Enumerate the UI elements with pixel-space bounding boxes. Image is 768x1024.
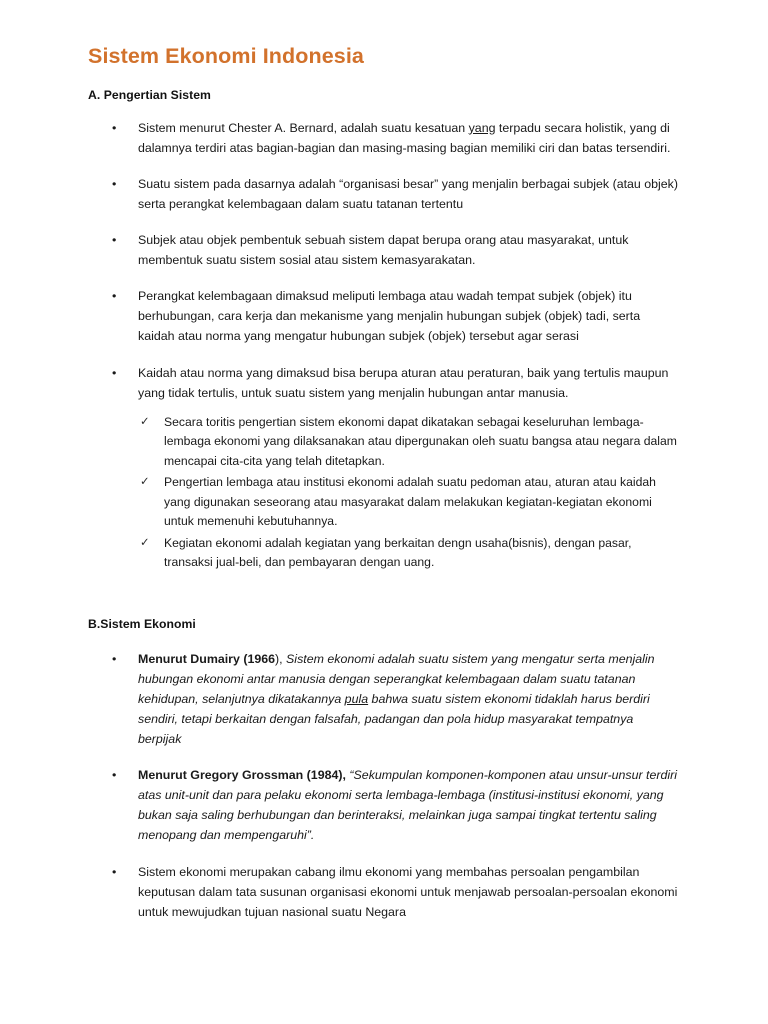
list-item <box>126 473 680 532</box>
checkmark-icon: ✓ <box>140 475 150 489</box>
list-item <box>88 174 680 214</box>
list-item <box>88 363 680 403</box>
list-item-text <box>138 289 640 343</box>
text-run: Kegiatan ekonomi adalah kegiatan yang berkaitan dengn usaha(bisnis), dengan pasar, transaksi jual-beli, dan pembayaran dengan uang. <box>164 535 632 570</box>
text-run: Pengertian lembaga atau institusi ekonomi adalah suatu pedoman atau, aturan atau kaidah yang digunakan seseorang atau masyarakat dalam melakukan kegiatan-kegiatan ekonomi untuk memenuhi kebutuhannya. <box>164 475 656 529</box>
list-item-text <box>138 233 628 267</box>
check-list-a <box>126 413 680 573</box>
page-title: Sistem Ekonomi Indonesia <box>88 44 364 68</box>
list-item-text <box>164 475 656 528</box>
list-item-text <box>164 536 632 570</box>
list-item <box>88 118 680 158</box>
text-run: Sistem ekonomi adalah suatu sistem yang mengatur serta menjalin hubungan ekonomi antar manusia dengan seperangkat kelembagaan dalam suatu tatanan kehidupan, selanjutnya dikatakannya <box>138 651 655 706</box>
list-item-text <box>138 652 655 746</box>
bullet-marker-icon: • <box>112 289 117 304</box>
bullet-marker-icon: • <box>112 365 117 380</box>
bullet-marker-icon: • <box>112 233 117 248</box>
text-run: Suatu sistem pada dasarnya adalah “organisasi besar” yang menjalin berbagai subjek (atau objek) serta perangkat kelembagaan dalam suatu tatanan tertentu <box>138 176 679 211</box>
text-run: “Sekumpulan komponen-komponen atau unsur-unsur terdiri atas unit-unit dan para pelaku ekonomi serta lembaga-lembaga (institusi-institusi ekonomi, yang bukan saja saling berhubungan dan berinteraksi, melainkan juga sampai tingkat tertentu saling menopang dan mempengaruhi”. <box>138 768 678 843</box>
text-run: terpadu secara holistik, yang di dalamnya terdiri atas bagian-bagian dan masing-masing bagian memiliki ciri dan batas tersendiri. <box>138 120 671 155</box>
bullet-marker-icon: • <box>112 768 117 783</box>
list-item <box>88 649 680 749</box>
list-item-text <box>138 768 677 842</box>
bullet-list-a <box>88 118 680 403</box>
text-run: Sistem ekonomi merupakan cabang ilmu ekonomi yang membahas persoalan pengambilan keputusan dalam tata susunan organisasi ekonomi untuk menjawab persoalan-persoalan ekonomi untuk mewujudkan tujuan nasional suatu Negara <box>138 864 678 919</box>
bullet-marker-icon: • <box>112 176 117 191</box>
bullet-marker-icon: • <box>112 864 117 879</box>
text-run: Secara toritis pengertian sistem ekonomi dapat dikatakan sebagai keseluruhan lembaga-lembaga ekonomi yang dilaksanakan atau dipergunakan oleh suatu bangsa atau negara dalam mencapai cita-cita yang telah ditetapkan. <box>164 414 677 468</box>
section-heading-b: B.Sistem Ekonomi <box>88 616 196 631</box>
list-item <box>88 765 680 845</box>
text-run: ), <box>275 651 287 666</box>
list-item-text <box>138 177 678 211</box>
list-item-text <box>138 366 668 400</box>
list-item <box>88 230 680 270</box>
list-item <box>126 534 680 573</box>
text-run: Perangkat kelembagaan dimaksud meliputi lembaga atau wadah tempat subjek (objek) itu berhubungan, cara kerja dan mekanisme yang menjalin hubungan subjek (objek) tadi, serta kaidah atau norma yang mengatur hubungan subjek (objek) tersebut agar serasi <box>138 289 641 344</box>
bullet-list-b <box>88 649 680 922</box>
bullet-marker-icon: • <box>112 120 117 135</box>
text-run: Subjek atau objek pembentuk sebuah sistem dapat berupa orang atau masyarakat, untuk membentuk suatu sistem sosial atau sistem kemasyarakatan. <box>138 233 629 268</box>
section-spacer <box>88 575 680 617</box>
text-run: Menurut Gregory Grossman (1984), <box>138 768 346 783</box>
text-run: yang <box>468 120 496 135</box>
text-run: Menurut Dumairy (1966 <box>138 651 276 666</box>
sublist-wrapper-a <box>88 413 680 573</box>
checkmark-icon: ✓ <box>140 414 150 428</box>
text-run: Kaidah atau norma yang dimaksud bisa berupa aturan atau peraturan, baik yang tertulis maupun yang tidak tertulis, untuk suatu sistem yang menjalin hubungan antar manusia. <box>138 365 669 400</box>
list-item <box>126 413 680 472</box>
bullet-marker-icon: • <box>112 651 117 666</box>
section-heading-a: A. Pengertian Sistem <box>88 87 211 102</box>
list-item <box>88 862 680 922</box>
list-item-text <box>138 865 677 919</box>
text-run: bahwa suatu sistem ekonomi tidaklah harus berdiri sendiri, tetapi berkaitan dengan falsafah, padangan dan pola hidup masyarakat tempatnya berpijak <box>138 691 650 747</box>
checkmark-icon: ✓ <box>140 535 150 549</box>
text-run: pula <box>344 691 369 706</box>
text-run: Sistem menurut Chester A. Bernard, adalah suatu kesatuan <box>138 120 469 135</box>
list-item <box>88 286 680 346</box>
list-item-text <box>138 121 670 155</box>
list-item-text <box>164 415 677 468</box>
